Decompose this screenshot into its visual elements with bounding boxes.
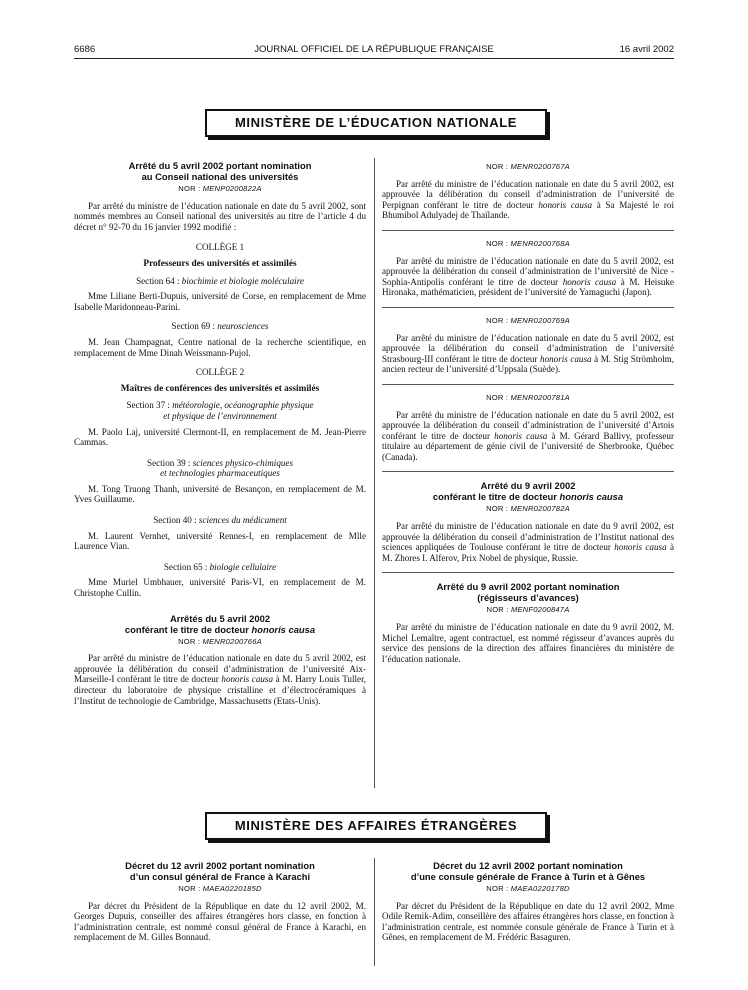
paragraph: M. Tong Truong Thanh, université de Besançon, en remplacement de M. Yves Guillaume. <box>74 483 366 505</box>
ministry-heading-foreign-affairs: MINISTÈRE DES AFFAIRES ÉTRANGÈRES <box>205 812 547 840</box>
page-number: 6686 <box>74 44 96 55</box>
section-heading: Section 40 : sciences du médicament <box>153 515 287 526</box>
bottom-left-column <box>74 860 366 943</box>
paragraph: Par arrêté du ministre de l’éducation nationale en date du 5 avril 2002, sont nommés membres au Conseil national des universités au titre de l’article 4 du décret n° 92-70 du 16 janvier 1992 modifié : <box>74 200 366 232</box>
decree-title: Arrêté du 5 avril 2002 portant nomination au Conseil national des universités <box>128 160 312 182</box>
paragraph: Mme Liliane Berti-Dupuis, université de Corse, en remplacement de Mme Isabelle Maridonneau-Parini. <box>74 291 366 312</box>
issue-date: 16 avril 2002 <box>619 44 674 55</box>
paragraph: Mme Muriel Umbhauer, université Paris-VI, en remplacement de M. Christophe Cullin. <box>74 577 366 599</box>
paragraph: Par arrêté du ministre de l’éducation nationale en date du 9 avril 2002, M. Michel Lemaître, agent contractuel, est nommé régisseur d’avances auprès du service des pensions de la direction des affaires financières du ministère de l’éducation nationale. <box>382 622 674 664</box>
nor-reference: NOR : MENR0200782A <box>486 504 570 514</box>
nor-reference: NOR : MENP0200822A <box>178 184 262 193</box>
paragraph: Par arrêté du ministre de l’éducation nationale en date du 9 avril 2002, est approuvée la délibération du conseil d’administration de l’Institut national des sciences appliquées de Toulouse conférant le titre de docteur honoris causa à M. Zhores I. Alferov, Prix Nobel de physique, Russie. <box>382 521 675 563</box>
right-column <box>382 160 674 664</box>
divider <box>382 572 674 573</box>
paragraph: Par arrêté du ministre de l’éducation nationale en date du 5 avril 2002, est approuvée la délibération du conseil d’administration de l’université Aix-Marseille-I conférant le titre de docteur honoris causa à M. Harry Louis Tuller, directeur du laboratoire de physique cristalline et d’électrocéramiques à l’Institut de technologie de Cambridge, Massachusetts (Etats-Unis). <box>74 653 367 706</box>
decree-title: Arrêté du 9 avril 2002 portant nomination (régisseurs d’avances) <box>436 581 620 604</box>
divider <box>382 471 674 472</box>
decree-title: Arrêtés du 5 avril 2002 conférant le titre de docteur honoris causa <box>124 612 316 635</box>
nor-reference: NOR : MAEA0220185D <box>178 884 262 893</box>
ministry-heading-education: MINISTÈRE DE L’ÉDUCATION NATIONALE <box>205 109 547 137</box>
section-heading: Section 64 : biochimie et biologie moléculaire <box>136 275 304 286</box>
college-heading: COLLÈGE 2 <box>195 367 245 378</box>
left-column <box>74 160 366 706</box>
divider <box>382 384 674 385</box>
college-title: Maîtres de conférences des universités et assimilés <box>120 383 320 394</box>
nor-reference: NOR : MAEA0220178D <box>486 884 570 893</box>
bottom-right-column <box>382 860 674 943</box>
paragraph: M. Jean Champagnat, Centre national de la recherche scientifique, en remplacement de Mme Dinah Weissmann-Pujol. <box>74 336 366 358</box>
nor-reference: NOR : MENR0200767A <box>486 162 570 171</box>
journal-title: JOURNAL OFFICIEL DE LA RÉPUBLIQUE FRANÇAISE <box>254 44 494 55</box>
decree-title: Décret du 12 avril 2002 portant nomination d’une consule générale de France à Turin et à Gênes <box>410 860 646 882</box>
column-divider <box>374 858 375 966</box>
section-heading: Section 69 : neurosciences <box>171 321 269 332</box>
nor-reference: NOR : MENR0200769A <box>486 315 570 325</box>
nor-reference: NOR : MENR0200768A <box>486 238 570 248</box>
paragraph: Par arrêté du ministre de l’éducation nationale en date du 5 avril 2002, est approuvée la délibération du conseil d’administration de l’université Strasbourg-III conférant le titre de docteur honoris causa à M. Stig Strömholm, ancien recteur de l’université d’Uppsala (Suède). <box>382 332 675 375</box>
paragraph: M. Laurent Vernhet, université Rennes-I, en remplacement de Mlle Laurence Vian. <box>74 530 366 552</box>
nor-reference: NOR : MENR0200766A <box>178 636 262 646</box>
section-heading: Section 39 : sciences physico-chimiques et technologies pharmaceutiques <box>147 457 293 479</box>
paragraph: Par décret du Président de la République en date du 12 avril 2002, M. Georges Dupuis, conseiller des affaires étrangères hors classe, en fonction à l’administration centrale, est nommé consul général de France à Karachi, en remplacement de M. Gilles Bonnaud. <box>74 900 366 943</box>
nor-reference: NOR : MENF0200847A <box>486 605 570 615</box>
section-heading: Section 65 : biologie cellulaire <box>163 561 277 572</box>
paragraph: Par arrêté du ministre de l’éducation nationale en date du 5 avril 2002, est approuvée la délibération du conseil d’administration de l’université de Perpignan conférant le titre de docteur honoris causa à Sa Majesté le roi Bhumibol Adulyadej de Thaïlande. <box>382 178 675 221</box>
paragraph: Par décret du Président de la République en date du 12 avril 2002, Mme Odile Remik-Adim, conseillère des affaires étrangères hors classe, en fonction à l’administration centrale, est nommée consule générale de France à Turin et à Gênes, en remplacement de M. Frédéric Basaguren. <box>382 900 674 943</box>
decree-title: Arrêté du 9 avril 2002 conférant le titre de docteur honoris causa <box>432 480 624 503</box>
divider <box>382 230 674 231</box>
nor-reference: NOR : MENR0200781A <box>486 392 570 402</box>
paragraph: Par arrêté du ministre de l’éducation nationale en date du 5 avril 2002, est approuvée la délibération du conseil d’administration de l’université d’Artois conférant le titre de docteur honoris causa à M. Gérard Ballivy, professeur titulaire au département de génie civil de l’université de Sherbrooke, Québec (Canada). <box>382 409 675 462</box>
section-heading: Section 37 : météorologie, océanographie physique et physique de l’environnement <box>126 400 314 421</box>
paragraph: Par arrêté du ministre de l’éducation nationale en date du 5 avril 2002, est approuvée la délibération du conseil d’administration de l’université de Nice - Sophia-Antipolis conférant le titre de docteur honoris causa à M. Heisuke Hironaka, mathématicien, président de l’université de Yamaguchi (Japon). <box>382 255 675 298</box>
column-divider <box>374 158 375 788</box>
running-header <box>74 44 674 58</box>
paragraph: M. Paolo Laj, université Clermont-II, en remplacement de M. Jean-Pierre Cammas. <box>74 426 366 448</box>
college-heading: COLLÈGE 1 <box>195 242 245 253</box>
header-rule <box>74 58 674 59</box>
decree-title: Décret du 12 avril 2002 portant nomination d’un consul général de France à Karachi <box>125 860 315 882</box>
college-title: Professeurs des universités et assimilés <box>143 258 297 269</box>
divider <box>382 307 674 308</box>
